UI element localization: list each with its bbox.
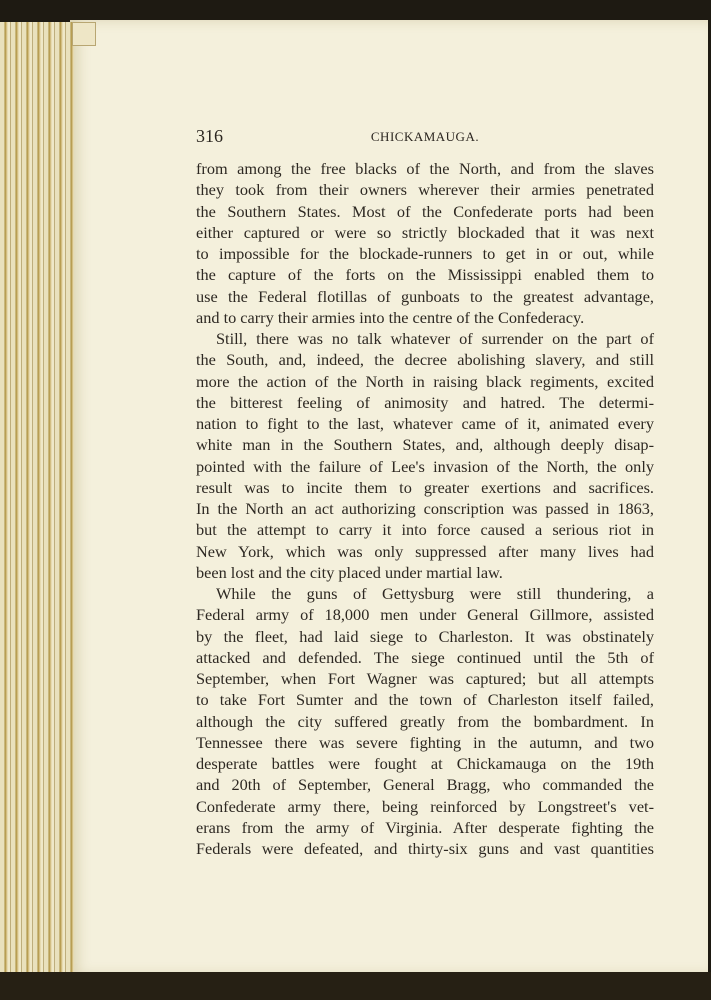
running-header xyxy=(196,126,654,148)
text-line: Confederate army there, being reinforced by Longstreet's vet- xyxy=(196,796,654,816)
text-line: Federal army of 18,000 men under General Gillmore, assisted xyxy=(196,605,654,625)
body-text xyxy=(196,158,654,859)
text-line: the bitterest feeling of animosity and hatred. The determi- xyxy=(196,392,654,412)
text-line: and to carry their armies into the centre of the Confederacy. xyxy=(196,307,585,327)
text-line: to take Fort Sumter and the town of Charleston itself failed, xyxy=(196,690,654,710)
text-line: While the guns of Gettysburg were still thundering, a xyxy=(216,584,654,603)
text-line: been lost and the city placed under martial law. xyxy=(196,562,503,582)
text-line: nation to fight to the last, whatever came of it, animated every xyxy=(196,414,654,433)
text-line: Federals were defeated, and thirty-six guns and vast quantities xyxy=(196,839,654,858)
text-line: and 20th of September, General Bragg, who commanded the xyxy=(196,775,654,795)
text-line: they took from their owners wherever their armies penetrated xyxy=(196,180,654,200)
text-line: although the city suffered greatly from the bombardment. In xyxy=(196,711,654,731)
text-line: the South, and, indeed, the decree abolishing slavery, and still xyxy=(196,350,654,370)
text-line: by the fleet, had laid siege to Charleston. It was obstinately xyxy=(196,626,654,646)
running-title: CHICKAMAUGA. xyxy=(370,129,480,144)
text-line: more the action of the North in raising black regiments, excited xyxy=(196,371,654,391)
text-line: pointed with the failure of Lee's invasion of the North, the only xyxy=(196,456,654,476)
text-line: desperate battles were fought at Chickamauga on the 19th xyxy=(196,754,654,773)
page-number: 316 xyxy=(196,126,223,146)
text-line: attacked and defended. The siege continued until the 5th of xyxy=(196,647,654,667)
page-edges xyxy=(0,22,74,972)
text-line: In the North an act authorizing conscription was passed in 1863, xyxy=(196,499,654,518)
text-line: erans from the army of Virginia. After desperate fighting the xyxy=(196,817,654,837)
text-line: white man in the Southern States, and, although deeply disap- xyxy=(196,435,654,455)
text-line: the Southern States. Most of the Confederate ports had been xyxy=(196,201,654,221)
text-line: either captured or were so strictly blockaded that it was next xyxy=(196,222,654,242)
text-line: September, when Fort Wagner was captured; but all attempts xyxy=(196,669,654,688)
text-line: Still, there was no talk whatever of surrender on the part of xyxy=(216,329,654,348)
scan-bottom-border xyxy=(0,972,711,1000)
text-line: but the attempt to carry it into force caused a serious riot in xyxy=(196,520,654,540)
text-line: result was to incite them to greater exertions and sacrifices. xyxy=(196,477,654,497)
text-line: the capture of the forts on the Mississippi enabled them to xyxy=(196,265,654,285)
text-line: from among the free blacks of the North, and from the slaves xyxy=(196,159,654,178)
page-corner-tab xyxy=(72,22,96,46)
text-line: Tennessee there was severe fighting in the autumn, and two xyxy=(196,732,654,752)
text-line: use the Federal flotillas of gunboats to the greatest advantage, xyxy=(196,286,654,306)
text-line: New York, which was only suppressed after many lives had xyxy=(196,541,654,561)
text-line: to impossible for the blockade-runners to get in or out, while xyxy=(196,244,654,263)
